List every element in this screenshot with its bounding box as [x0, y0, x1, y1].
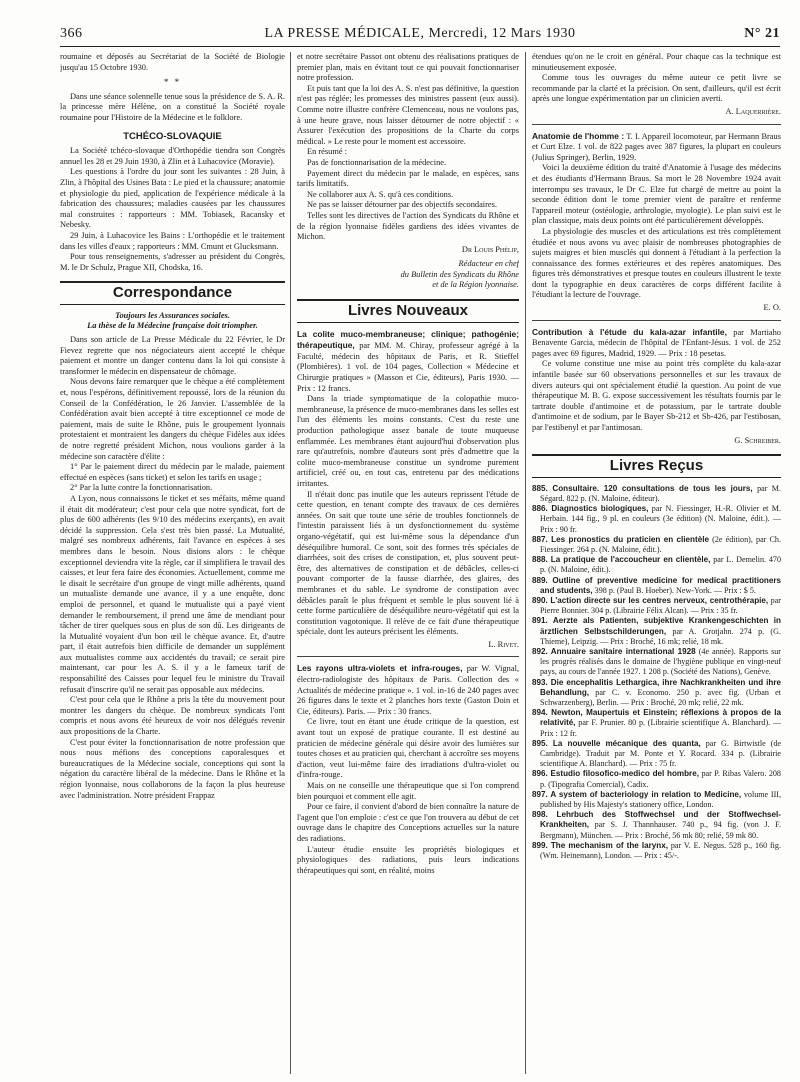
- summary-item: Ne collaborer aux A. S. qu'à ces conditions.: [307, 189, 454, 199]
- paragraph: étendues qu'on ne le croit en général. Pour chaque cas la technique est minutieusement exposée.: [532, 52, 781, 72]
- list-item: 886. Diagnostics biologiques, par N. Fiessinger, H.-R. Olivier et M. Herbain. 144 fig., 9 pl. en couleurs (3e édition) (N. Maloine, édit.). — Prix : 90 fr.: [532, 504, 781, 534]
- book-reference: par Martiaho Benavente Garcia, médecin de l'hôpital de l'Enfant-Jésus. 1 vol. de 252 pages avec 69 figures, Madrid, 1929. — Prix : 18 pesetas.: [532, 327, 781, 358]
- signature-role: Rédacteur en chef: [458, 259, 519, 269]
- reviewer-signature: E. O.: [763, 303, 781, 313]
- signature-org: et de la Région lyonnaise.: [432, 280, 519, 290]
- paragraph: A Lyon, nous connaissons le ticket et ses méfaits, même quand il était dit modérateur; c'est pour cela que notre syndicat, fort de plus de 600 adhérents (les 9/10 des médecins exerçants), en avait décidé la suppression. Cela s'est très bien passé. La Mutualité, malgré ses nombreux adhérents, fait l'avance en espèces à ses membres dans le besoin. Nous disions alors : le chèque exceptionnel deviendra vite la règle, car il simplifiera le travail des caisses, et leur fera faire des économies. Actuellement, comme me le disait le secrétaire d'un groupe de vingt mille adhérents, quand un mutualiste demande une avance, il y a une enquête, donc emploi de personnel, et quand le mutualiste qui a payé vient demander le remboursement, il prend une âme de mendiant pour tâcher de tirer quelques sous en plus de son dû. Les dirigeants de la Mutualité voyaient d'un bon œil le chèque avance. Et, d'autre part, il était autrefois bien difficile de demander un supplément aux mutualistes comme aux accidentés du travail; ce serait pire maintenant, car pour les A. S. il y a le fameux tarif de responsabilité des Caisses pour lequel feu le ministre du Travail refusait d'inscrire qu'il ne serait pas opposable aux médecins.: [60, 493, 285, 694]
- paragraph: Mais on ne conseille une thérapeutique que si l'on comprend bien pourquoi et comment elle agit.: [297, 781, 519, 801]
- list-item: 895. La nouvelle mécanique des quanta, par G. Birtwistle (de Cambridge). Traduit par M. Ponte et Y. Rocard. 334 p. (Librairie scientifique A. Blanchard). — Prix : 75 fr.: [532, 738, 781, 769]
- book-title: Contribution à l'étude du kala-azar infantile,: [532, 326, 727, 337]
- reviewer-signature: A. Laquerrière.: [725, 106, 781, 116]
- paragraph: 1° Par le paiement direct du médecin par le malade, paiement effectué en espèces (sans ticket) et selon les tarifs en usage ;: [60, 462, 285, 482]
- paragraph: La Société tchéco-slovaque d'Orthopédie tiendra son Congrès annuel les 28 et 29 Juin 1930, à Zlin et à Luhacovice (Moravie).: [60, 146, 285, 166]
- page-header: [60, 24, 780, 47]
- paragraph: L'auteur étudie ensuite les propriétés biologiques et physiologiques des radiations, puis leurs indications thérapeutiques qui sont, en réalité, moins: [297, 844, 519, 875]
- list-item: 888. La pratique de l'accoucheur en clientèle, par L. Demelin. 470 p. (N. Maloine, édit.).: [532, 555, 781, 575]
- section-title-livres-recus: Livres Reçus: [532, 454, 781, 478]
- list-item: 892. Annuaire sanitaire international 1928 (4e année). Rapports sur les progrès réalisés dans le domaine de l'hygiène publique en vingt-neuf pays, au cours de l'année 1927. 1 208 p. (Société des Nations), Genève.: [532, 647, 781, 677]
- list-item: 894. Newton, Maupertuis et Einstein; réflexions à propos de la relativité, par F. Prunier. 80 p. (Librairie scientifique A. Blanchard). — Prix : 12 fr.: [532, 708, 781, 738]
- paragraph: Ce volume constitue une mise au point très complète du kala-azar infantile basée sur 60 observations personnelles et sur les travaux de divers auteurs qui ont spécialement étudié la question. Au point de vue thérapeutique M. B. G. expose successivement les résultats fournis par le tartrate double d'antimoine et de potassium, par le tartrate double d'antimoine et de sodium, par le Bayer Sb-212 et Sb-426, par l'estibosan, par l'estibenyl et par l'antimosan.: [532, 359, 781, 432]
- summary-item: Pas de fonctionnarisation de la médecine.: [307, 157, 447, 167]
- list-item: 887. Les pronostics du praticien en clientèle (2e édition), par Ch. Fiessinger. 264 p. (N. Maloine, édit.).: [532, 534, 781, 554]
- paragraph: Dans son article de La Presse Médicale du 22 Février, le Dr Fievez regrette que nos négociateurs aient accepté le chèque paiement et montre un danger contenu dans la loi qui consiste à transformer le médecin en dispensateur de chômage.: [60, 335, 285, 376]
- book-reference: par W. Vignal, électro-radiologiste des hôpitaux de Paris. Collection des « Actualités de médecine pratique ». 1 vol. in-16 de 240 pages avec 26 figures dans le texte et 2 planches hors texte (Gaston Doin et Cie, éditeurs). Paris. — Prix : 30 francs.: [297, 664, 519, 716]
- page-number: 366: [60, 26, 83, 41]
- list-item: 885. Consultaire. 120 consultations de tous les jours, par M. Ségard. 822 p. (N. Maloine, éditeur).: [532, 483, 781, 503]
- paragraph: C'est pour cela que le Rhône a pris la tête du mouvement pour montrer les dangers du chèque. De nombreux syndicats l'ont compris et nous avons été heureux de voir nos délégués revenir aux propositions de la Charte.: [60, 695, 285, 737]
- list-item: 896. Estudio filosofico-medico del hombre, par P. Ribas Valero. 208 p. (Tipografia Comercial), Cadix.: [532, 769, 781, 789]
- summary-label: En résumé :: [307, 147, 348, 157]
- list-item: 891. Aerzte als Patienten, subjektive Krankengeschichten in ärztlichen Selbstschilderungen, par A. Grotjahn. 274 p. (G. Thieme), Leipzig. — Prix : Broché, 16 mk; relié, 18 mk.: [532, 616, 781, 646]
- divider: [297, 656, 519, 657]
- article-subtitle: La thèse de la Médecine française doit triompher.: [87, 321, 258, 331]
- column-2: [290, 52, 519, 1074]
- book-entry: [532, 131, 781, 164]
- book-title: Les rayons ultra-violets et infra-rouges,: [297, 663, 463, 674]
- book-title: La colite muco-membraneuse; clinique; pathogénie; thérapeutique,: [297, 328, 519, 351]
- article-title: Toujours les Assurances sociales.: [115, 310, 230, 320]
- paragraph: Les questions à l'ordre du jour sont les suivantes : 28 Juin, à Zlin, à l'hôpital des Usines Bata : Le pied et la chaussure; anatomie et physiologie du pied, application de l'expérience médicale à la fabrication des chaussures; maladies causées par les chaussures mal construites : rapporteurs : MM. Tobiasek, Racansky et Nebesky.: [60, 167, 285, 230]
- paragraph: Comme tous les ouvrages du même auteur ce petit livre se recommande par la clarté et la précision. On sent, d'ailleurs, qu'il est écrit après une longue expérimentation par un clinicien averti.: [532, 73, 781, 104]
- list-item: 899. The mechanism of the larynx, par V. E. Negus. 528 p., 160 fig. (Wm. Heinemann), London. — Prix : 45/-.: [532, 840, 781, 861]
- reviewer-signature: G. Schreiber.: [734, 435, 781, 445]
- book-title: Anatomie de l'homme :: [532, 130, 625, 141]
- separator-stars: * *: [163, 77, 182, 88]
- book-entry: [532, 327, 781, 360]
- paragraph: Pour tous renseignements, s'adresser au président du Congrès, M. le Dr Schulz, Prague XII, Chodska, 16.: [60, 252, 285, 272]
- country-heading: TCHÉCO-SLOVAQUIE: [123, 130, 222, 142]
- signature-name: Dr Louis Phélip,: [461, 244, 519, 254]
- paragraph: Dans la triade symptomatique de la colopathie muco-membraneuse, la présence de muco-membranes dans les selles est l'un des éléments les moins constants. C'est du reste une production pathologique assez banale de toute muqueuse enflammée. Les membranes étant aujourd'hui d'observation plus rare qu'autrefois, nombre d'auteurs sont près d'admettre que la colite muco-membraneuse constitue un syndrome purement artificiel, créé ou, en tout cas, entretenu par des médications irritantes.: [297, 394, 519, 488]
- paragraph: Ce livre, tout en étant une étude critique de la question, est avant tout un exposé de pratique courante. Il est destiné au praticien de médecine générale qui désire avoir des lumières sur toutes choses et au praticien qui, cherchant à accroître ses moyens d'action, veut lui-même faire des irradiations d'ultra-violet ou d'infra-rouge.: [297, 717, 519, 780]
- divider: [532, 320, 781, 321]
- list-item: 898. Lehrbuch des Stoffwechsel und der Stoffwechsel-Krankheiten, par S. J. Thannhauser. 740 p., 94 fig. (von J. F. Bergmann), München. — Prix : Broché, 56 mk 80; relié, 59 mk 80.: [532, 810, 781, 840]
- paragraph: Nous devons faire remarquer que le chèque a été complètement et, nous l'espérons, définitivement repoussé, lors de la réunion du Conseil de la Confédération, le 26 Janvier. L'assemblée de la Confédération avait bien accepté à titre exceptionnel ce mode de paiement, mais de suite le Rhône, puis le groupement lyonnais protestaient et montraient les dangers du chèque Fidèles aux idées de notre regretté président Michon, nous voulions garder à la médecine son caractère d'élite :: [60, 377, 285, 461]
- reviewer-signature: L. Rivet.: [488, 639, 519, 649]
- column-3: [525, 52, 781, 1074]
- paragraph: 2° Par la lutte contre la fonctionnarisation.: [70, 483, 213, 493]
- list-item: 889. Outline of preventive medicine for medical practitioners and students, 398 p. (Paul B. Hoeber). New-York. — Prix : $ 5.: [532, 575, 781, 595]
- paragraph: Pour ce faire, il convient d'abord de bien connaître la nature de l'agent que l'on emploie : c'est ce que l'on trouvera au début de cet ouvrage dans le chapitre des Conceptions actuelles sur la nature des radiations.: [297, 802, 519, 843]
- column-1: [60, 52, 285, 1074]
- paragraph: Voici la deuxième édition du traité d'Anatomie à l'usage des médecins et des étudiants d'Hermann Braus. Sa mort le 28 Novembre 1924 avait interrompu ses travaux, le Dr C. Elze fut chargé de mettre au point la seconde édition dont le tome premier vient de paraître et renferme l'appareil moteur (ostéologie, arthrologie, myologie). Le plan suivi est le plan classique, mais deux points ont été particulièrement développés.: [532, 163, 781, 226]
- paragraph: roumaine et déposés au Secrétariat de la Société de Biologie jusqu'au 15 Octobre 1930.: [60, 52, 285, 72]
- paragraph: C'est pour éviter la fonctionnarisation de notre profession que nous nous méfions des conceptions caporalesques et bureaucratiques de la Médecine sociale, conceptions qui sont la négation du caractère libéral de la médecine. Dans le Rhône et la région lyonnaise, nous collaborons de la façon la plus heureuse avec l'administration. Notre président Frappaz: [60, 737, 285, 800]
- list-item: 890. L'action directe sur les centres nerveux, centrothérapie, par Pierre Bonnier. 304 p. (Librairie Félix Alcan). — Prix : 35 fr.: [532, 596, 781, 616]
- issue-number: N° 21: [744, 26, 780, 41]
- section-title-correspondance: Correspondance: [60, 281, 285, 305]
- paragraph: Il n'était donc pas inutile que les auteurs reprissent l'étude de cette question, en tenant compte des travaux de ces dernières années. On sait que toute une série de troubles fonctionnels de l'intestin paraissent liés à un dysfonctionnement du système organo-végétatif, qui est lui-même sous la dépendance d'un déséquilibre humoral. Ce sont, soit des formes très spéciales de diarrhées, soit des crises de constipation, et, plus souvent peut-être, des alternatives de constipation et de débâcles, celles-ci pouvant comporter de la fausse diarrhée, des glaires, des membranes et du sable. Le syndrome de constipation avec débâcles paraît le plus fréquent et semble le plus souvent lié à cette forme particulière de déséquilibre neuro-végétatif qui est la constitution vagotonique. Il relève de ce fait d'une thérapeutique spéciale, dont les auteurs précisent les éléments.: [297, 489, 519, 637]
- divider: [532, 124, 781, 125]
- summary-item: Ne pas se laisser détourner par des objectifs secondaires.: [307, 200, 497, 210]
- book-entry: [297, 329, 519, 395]
- book-reference: par MM. M. Chiray, professeur agrégé à la Faculté, médecin des hôpitaux de Paris, et R. Stieffel (Plombières). 1 vol. de 104 pages, Collection « Médecine et Chirurgie pratiques » (Masson et Cie, éditeurs), Paris 1930. — Prix : 12 francs.: [297, 341, 519, 393]
- paragraph: La physiologie des muscles et des articulations est très complètement étudiée et nous avons vu avec plaisir de nombreuses photographies de sujets maigres et bien musclés qui donnent à l'étudiant à la perfection la connaissance des formes extérieures et des repères anatomiques. Des figures très démonstratives et presque toutes en couleurs illustrent le texte dont la typographie en deux caractères de corps différent facilite à l'étudiant la lecture de l'ouvrage.: [532, 226, 781, 300]
- summary-item: Payement direct du médecin par le malade, en espèces, sans tarifs limitatifs.: [297, 168, 519, 189]
- paragraph: 29 Juin, à Luhacovice les Bains : L'orthopédie et le traitement dans les villes d'eaux ; rapporteurs : MM. Cmunt et Glucksmann.: [60, 230, 285, 251]
- paragraph: Et puis tant que la loi des A. S. n'est pas définitive, la question n'est pas réglée; les promesses des ministres passent (eux aussi). Comme notre illustre confrère Clemenceau, nous ne voulons pas, à une heure grave, nous laisser détourner de notre objectif : « Assurer l'exécution des propositions de la Charte du corps médical. » Le reste pour le moment est accessoire.: [297, 83, 519, 146]
- signature-org: du Bulletin des Syndicats du Rhône: [400, 269, 519, 279]
- paragraph: Telles sont les directives de l'action des Syndicats du Rhône et de la région lyonnaise fidèles gardiens des idées vivantes de Michon.: [297, 210, 519, 242]
- section-title-livres-nouveaux: Livres Nouveaux: [297, 299, 519, 323]
- list-item: 897. A system of bacteriology in relation to Medicine, volume III, published by His Majesty's stationery office, London.: [532, 789, 781, 810]
- book-reference: T. I. Appareil locomoteur, par Hermann Braus et Curt Elze. 1 vol. de 822 pages avec 387 figures, la plupart en couleurs (Julius Springer), Berlin, 1929.: [532, 131, 781, 162]
- list-item: 893. Die encephalitis Lethargica, ihre Nachkrankheiten und ihre Behandlung, par C. v. Economo. 250 p. avec fig. (Urban et Schwarzenberg), Berlin. — Prix : Broché, 20 mk; relié, 22 mk.: [532, 677, 781, 708]
- paragraph: Dans une séance solennelle tenue sous la présidence de S. A. R. la princesse mère Hélène, on a constitué la Société royale roumaine pour l'Histoire de la Médecine et le folklore.: [60, 91, 285, 122]
- paragraph: et notre secrétaire Passot ont obtenu des réalisations pratiques de premier plan, mais en évitant tout ce qui pouvait fonctionnariser notre profession.: [297, 52, 519, 83]
- book-entry: [297, 663, 519, 717]
- journal-title-date: LA PRESSE MÉDICALE, Mercredi, 12 Mars 1930: [264, 26, 576, 41]
- received-books-list: [532, 484, 781, 862]
